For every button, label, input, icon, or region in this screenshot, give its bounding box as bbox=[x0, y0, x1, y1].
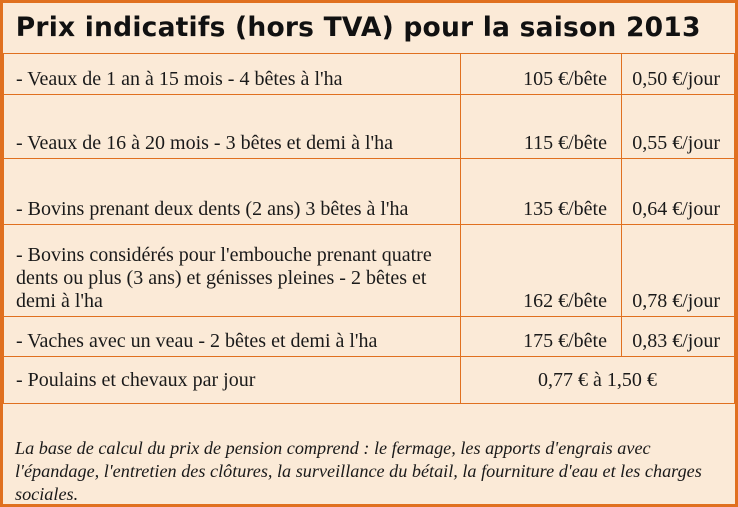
price-range: 0,77 € à 1,50 € bbox=[461, 357, 735, 404]
row-description: - Poulains et chevaux par jour bbox=[4, 357, 461, 404]
row-description: - Bovins considérés pour l'embouche prenant quatre dents ou plus (3 ans) et génisses pleines - 2 bêtes et demi à l'ha bbox=[4, 225, 461, 317]
table-row bbox=[4, 357, 735, 404]
table-row bbox=[4, 317, 735, 357]
price-per-day: 0,55 €/jour bbox=[622, 95, 735, 159]
price-per-animal: 115 €/bête bbox=[461, 95, 622, 159]
price-per-animal: 162 €/bête bbox=[461, 225, 622, 317]
price-per-day: 0,64 €/jour bbox=[622, 159, 735, 225]
footnote: La base de calcul du prix de pension comprend : le fermage, les apports d'engrais avec l'épandage, l'entretien des clôtures, la surveillance du bétail, la fourniture d'eau et les charges sociales. bbox=[15, 438, 702, 504]
price-per-animal: 135 €/bête bbox=[461, 159, 622, 225]
price-per-animal: 105 €/bête bbox=[461, 54, 622, 95]
row-description: - Veaux de 1 an à 15 mois - 4 bêtes à l'ha bbox=[4, 54, 461, 95]
price-table bbox=[3, 53, 735, 404]
row-description: - Veaux de 16 à 20 mois - 3 bêtes et demi à l'ha bbox=[4, 95, 461, 159]
page-title: Prix indicatifs (hors TVA) pour la saison 2013 bbox=[3, 3, 723, 53]
table-row bbox=[4, 159, 735, 225]
price-per-animal: 175 €/bête bbox=[461, 317, 622, 357]
price-per-day: 0,83 €/jour bbox=[622, 317, 735, 357]
row-description: - Bovins prenant deux dents (2 ans) 3 bêtes à l'ha bbox=[4, 159, 461, 225]
price-per-day: 0,78 €/jour bbox=[622, 225, 735, 317]
table-row bbox=[4, 225, 735, 317]
row-description: - Vaches avec un veau - 2 bêtes et demi à l'ha bbox=[4, 317, 461, 357]
table-row bbox=[4, 54, 735, 95]
price-per-day: 0,50 €/jour bbox=[622, 54, 735, 95]
table-row bbox=[4, 95, 735, 159]
